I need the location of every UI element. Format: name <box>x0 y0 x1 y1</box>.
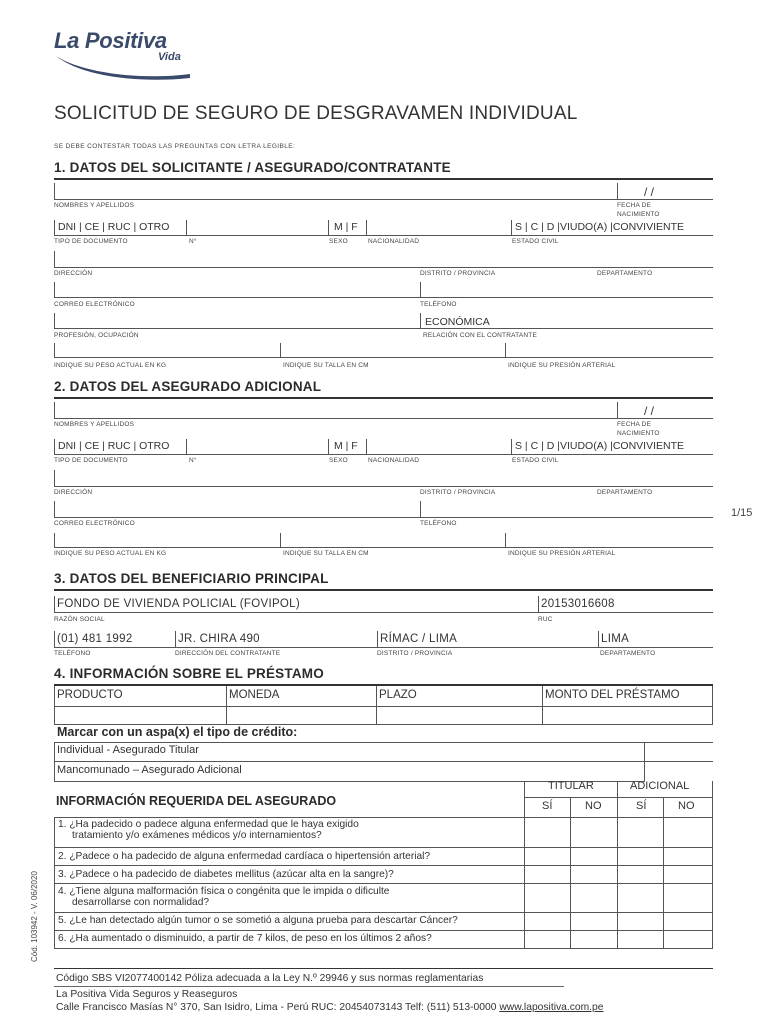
logo-swoosh-icon <box>54 52 194 82</box>
label-departamento: DEPARTAMENTO <box>597 270 653 277</box>
q6-adicional-yes-cell[interactable] <box>618 931 663 948</box>
label-razon-social: RAZÓN SOCIAL <box>54 616 105 623</box>
label-peso-2: INDIQUE SU PESO ACTUAL EN KG <box>54 550 167 557</box>
q4-titular-yes-cell[interactable] <box>525 884 570 912</box>
label-sexo: SEXO <box>329 238 348 245</box>
correo-field[interactable] <box>54 297 713 298</box>
field-border <box>505 343 506 358</box>
label-fecha-nacimiento-2b: NACIMIENTO <box>617 430 660 437</box>
field-border <box>328 439 329 455</box>
company-logo-subtext: Vida <box>158 51 181 63</box>
q1-adicional-yes-cell[interactable] <box>618 818 663 847</box>
label-ruc: RUC <box>538 616 553 623</box>
credit-table-line <box>54 742 713 743</box>
telefono-value: (01) 481 1992 <box>57 633 133 645</box>
label-telefono: TELÉFONO <box>420 301 457 308</box>
field-border <box>420 282 421 298</box>
razon-social-field[interactable] <box>54 612 713 613</box>
question-table-border <box>54 817 55 949</box>
header-plazo: PLAZO <box>379 689 417 701</box>
correo-field-2[interactable] <box>54 517 713 518</box>
label-direccion-contratante: DIRECCIÓN DEL CONTRATANTE <box>175 650 281 657</box>
label-fecha-nacimiento-2a: FECHA DE <box>617 421 652 428</box>
titular-no-label: NO <box>585 800 602 812</box>
question-1-line-1: 1. ¿Ha padecido o padece alguna enfermedad que le haya exigido <box>58 819 359 830</box>
q4-titular-no-cell[interactable] <box>571 884 617 912</box>
section-2-title: 2. DATOS DEL ASEGURADO ADICIONAL <box>54 379 322 394</box>
moneda-input[interactable] <box>227 707 375 724</box>
credit-type-individual: Individual - Asegurado Titular <box>57 744 199 756</box>
label-nacionalidad-2: NACIONALIDAD <box>368 457 420 464</box>
field-border <box>280 533 281 548</box>
field-border <box>54 533 55 548</box>
label-presion-2: INDIQUE SU PRESIÓN ARTERIAL <box>508 550 616 557</box>
question-1-line-2: tratamiento y/o exámenes médicos y/o internamientos? <box>72 830 322 841</box>
field-border <box>54 282 55 298</box>
label-nombres: NOMBRES Y APELLIDOS <box>54 202 135 209</box>
titular-yes-label: SÍ <box>542 800 553 812</box>
question-3: 3. ¿Padece o ha padecido de diabetes mellitus (azúcar alta en la sangre)? <box>58 869 394 880</box>
field-border <box>328 220 329 236</box>
ruc-value: 20153016608 <box>541 598 615 610</box>
medidas-row-line[interactable] <box>54 357 713 358</box>
q5-adicional-no-cell[interactable] <box>664 913 712 930</box>
beneficiario-contact-row-line[interactable] <box>54 647 713 648</box>
footer-address: Calle Francisco Masías N° 370, San Isidro, Lima - Perú RUC: 20454073143 Telf: (511) 513-0000 <box>56 1002 497 1013</box>
plazo-input[interactable] <box>377 707 541 724</box>
label-telefono-3: TELÉFONO <box>54 650 91 657</box>
credit-type-heading: Marcar con un aspa(x) el tipo de crédito: <box>57 725 298 739</box>
footer-line-1: Código SBS VI2077400142 Póliza adecuada a la Ley N.º 29946 y sus normas reglamentarias <box>56 973 484 984</box>
field-border <box>511 439 512 455</box>
question-4-line-1: 4. ¿Tiene alguna malformación física o congénita que le impida o dificulte <box>58 886 390 897</box>
label-distrito-2: DISTRITO / PROVINCIA <box>420 489 496 496</box>
field-border <box>54 220 55 236</box>
tipo-documento-options[interactable]: DNI | CE | RUC | OTRO <box>58 221 170 233</box>
credit-type-mancomunado: Mancomunado – Asegurado Adicional <box>57 764 242 776</box>
q5-adicional-yes-cell[interactable] <box>618 913 663 930</box>
header-monto: MONTO DEL PRÉSTAMO <box>545 689 680 701</box>
label-distrito: DISTRITO / PROVINCIA <box>420 270 496 277</box>
q2-adicional-no-cell[interactable] <box>664 848 712 865</box>
profesion-field[interactable] <box>54 328 713 329</box>
label-departamento-3: DEPARTAMENTO <box>600 650 656 657</box>
q6-titular-yes-cell[interactable] <box>525 931 570 948</box>
medidas-row-line-2[interactable] <box>54 547 713 548</box>
instruction-text: SE DEBE CONTESTAR TODAS LAS PREGUNTAS CON LETRA LEGIBLE: <box>54 143 296 150</box>
razon-social-value: FONDO DE VIVIENDA POLICIAL (FOVIPOL) <box>57 598 300 610</box>
q3-titular-yes-cell[interactable] <box>525 866 570 883</box>
field-border <box>617 183 618 200</box>
question-line <box>54 948 713 949</box>
q4-adicional-yes-cell[interactable] <box>618 884 663 912</box>
mancomunado-checkbox[interactable] <box>645 762 712 781</box>
header-moneda: MONEDA <box>229 689 280 701</box>
adicional-no-label: NO <box>678 800 695 812</box>
field-border <box>54 501 55 518</box>
label-fecha-nacimiento-1: FECHA DE <box>617 202 652 209</box>
label-direccion-2: DIRECCIÓN <box>54 489 93 496</box>
producto-input[interactable] <box>55 707 225 724</box>
field-border <box>54 343 55 358</box>
question-table-border <box>712 781 713 949</box>
fecha-nacimiento-field[interactable] <box>617 199 713 200</box>
documento-row-line-2 <box>54 454 713 455</box>
field-border <box>280 343 281 358</box>
company-logo-text: La Positiva <box>54 28 167 53</box>
section-1-title: 1. DATOS DEL SOLICITANTE / ASEGURADO/CONTRATANTE <box>54 160 451 175</box>
label-tipo-documento: TIPO DE DOCUMENTO <box>54 238 128 245</box>
group-adicional-label: ADICIONAL <box>630 780 690 792</box>
section-divider <box>54 397 713 399</box>
field-border <box>186 439 187 455</box>
label-relacion: RELACIÓN CON EL CONTRATANTE <box>423 332 537 339</box>
section-4-title: 4. INFORMACIÓN SOBRE EL PRÉSTAMO <box>54 666 324 681</box>
nombres-field[interactable] <box>54 199 617 200</box>
label-presion: INDIQUE SU PRESIÓN ARTERIAL <box>508 362 616 369</box>
tipo-documento-options-2[interactable]: DNI | CE | RUC | OTRO <box>58 440 170 452</box>
q3-titular-no-cell[interactable] <box>571 866 617 883</box>
field-border <box>420 313 421 329</box>
q1-titular-no-cell[interactable] <box>571 818 617 847</box>
health-section-title: INFORMACIÓN REQUERIDA DEL ASEGURADO <box>56 794 337 808</box>
section-3-title: 3. DATOS DEL BENEFICIARIO PRINCIPAL <box>54 571 329 586</box>
label-sexo-2: SEXO <box>329 457 348 464</box>
label-tipo-documento-2: TIPO DE DOCUMENTO <box>54 457 128 464</box>
q5-titular-no-cell[interactable] <box>571 913 617 930</box>
field-border <box>366 220 367 236</box>
question-5: 5. ¿Le han detectado algún tumor o se sometió a alguna prueba para descartar Cáncer? <box>58 915 458 926</box>
label-direccion: DIRECCIÓN <box>54 270 93 277</box>
q1-adicional-no-cell[interactable] <box>664 818 712 847</box>
footer-divider-2 <box>54 986 564 987</box>
field-border <box>54 596 55 613</box>
q5-titular-yes-cell[interactable] <box>525 913 570 930</box>
field-border <box>377 631 378 648</box>
adicional-yes-label: SÍ <box>636 800 647 812</box>
label-profesion: PROFESIÓN, OCUPACIÓN <box>54 332 139 339</box>
nombres-field-2[interactable] <box>54 418 617 419</box>
field-border <box>420 501 421 518</box>
direccion-field[interactable] <box>54 267 713 268</box>
q4-adicional-no-cell[interactable] <box>664 884 712 912</box>
section-divider <box>54 684 713 686</box>
label-estado-civil: ESTADO CIVIL <box>512 238 559 245</box>
estado-civil-options-2[interactable]: S | C | D |VIUDO(A) |CONVIVIENTE <box>515 440 685 452</box>
field-border <box>54 402 55 419</box>
health-header-line <box>524 797 713 798</box>
question-4-line-2: desarrollarse con normalidad? <box>72 897 210 908</box>
q6-adicional-no-cell[interactable] <box>664 931 712 948</box>
credit-table-border <box>54 742 55 782</box>
field-border <box>511 220 512 236</box>
footer-divider <box>54 968 713 969</box>
credit-table-line <box>54 761 713 762</box>
label-distrito-3: DISTRITO / PROVINCIA <box>377 650 453 657</box>
footer-line-2: La Positiva Vida Seguros y Reaseguros <box>56 989 238 1000</box>
q2-adicional-yes-cell[interactable] <box>618 848 663 865</box>
label-telefono-2: TELÉFONO <box>420 520 457 527</box>
page-indicator: 1/15 <box>731 507 753 519</box>
question-6: 6. ¿Ha aumentado o disminuido, a partir de 7 kilos, de peso en los últimos 2 años? <box>58 933 432 944</box>
field-border <box>54 183 55 200</box>
header-producto: PRODUCTO <box>57 689 123 701</box>
direccion-field-2[interactable] <box>54 486 713 487</box>
label-fecha-nacimiento-2: NACIMIENTO <box>617 211 660 218</box>
q3-adicional-no-cell[interactable] <box>664 866 712 883</box>
field-border <box>617 402 618 419</box>
section-divider <box>54 589 713 591</box>
section-divider <box>54 178 713 180</box>
direccion-value: JR. CHIRA 490 <box>178 633 260 645</box>
field-border <box>54 439 55 455</box>
individual-checkbox[interactable] <box>645 743 712 760</box>
field-border <box>538 596 539 613</box>
field-border <box>366 439 367 455</box>
form-code: Cód. 103942 - V. 06/2020 <box>30 871 39 962</box>
label-correo: CORREO ELECTRÓNICO <box>54 301 135 308</box>
question-2: 2. ¿Padece o ha padecido de alguna enfermedad cardíaca o hipertensión arterial? <box>58 851 431 862</box>
q1-titular-yes-cell[interactable] <box>525 818 570 847</box>
label-talla-2: INDIQUE SU TALLA EN CM <box>283 550 369 557</box>
departamento-value: LIMA <box>601 633 630 645</box>
field-border <box>186 220 187 236</box>
fecha-nacimiento-field-2[interactable] <box>617 418 713 419</box>
label-departamento-2: DEPARTAMENTO <box>597 489 653 496</box>
sexo-options[interactable]: M | F <box>334 221 358 233</box>
monto-input[interactable] <box>543 707 711 724</box>
q2-titular-no-cell[interactable] <box>571 848 617 865</box>
relacion-value: ECONÓMICA <box>425 316 490 328</box>
label-nombres-2: NOMBRES Y APELLIDOS <box>54 421 135 428</box>
website-link[interactable]: www.lapositiva.com.pe <box>499 1002 604 1013</box>
loan-table-border <box>712 686 713 725</box>
distrito-value: RÍMAC / LIMA <box>380 633 458 645</box>
sexo-options-2[interactable]: M | F <box>334 440 358 452</box>
page-title: SOLICITUD DE SEGURO DE DESGRAVAMEN INDIVIDUAL <box>54 103 578 124</box>
label-peso: INDIQUE SU PESO ACTUAL EN KG <box>54 362 167 369</box>
label-nacionalidad: NACIONALIDAD <box>368 238 420 245</box>
field-border <box>175 631 176 648</box>
field-border <box>54 631 55 648</box>
q2-titular-yes-cell[interactable] <box>525 848 570 865</box>
field-border <box>54 470 55 487</box>
documento-row-line <box>54 235 713 236</box>
q3-adicional-yes-cell[interactable] <box>618 866 663 883</box>
group-titular-label: TITULAR <box>548 780 594 792</box>
estado-civil-options[interactable]: S | C | D |VIUDO(A) |CONVIVIENTE <box>515 221 685 233</box>
field-border <box>505 533 506 548</box>
date-separators: / / <box>644 404 655 418</box>
label-correo-2: CORREO ELECTRÓNICO <box>54 520 135 527</box>
date-separators: / / <box>644 185 655 199</box>
field-border <box>54 313 55 329</box>
health-header-border <box>617 781 618 798</box>
footer-line-3 <box>56 1002 603 1013</box>
label-estado-civil-2: ESTADO CIVIL <box>512 457 559 464</box>
label-numero-2: N° <box>189 457 197 464</box>
field-border <box>54 251 55 268</box>
label-numero: N° <box>189 238 197 245</box>
label-talla: INDIQUE SU TALLA EN CM <box>283 362 369 369</box>
q6-titular-no-cell[interactable] <box>571 931 617 948</box>
field-border <box>598 631 599 648</box>
